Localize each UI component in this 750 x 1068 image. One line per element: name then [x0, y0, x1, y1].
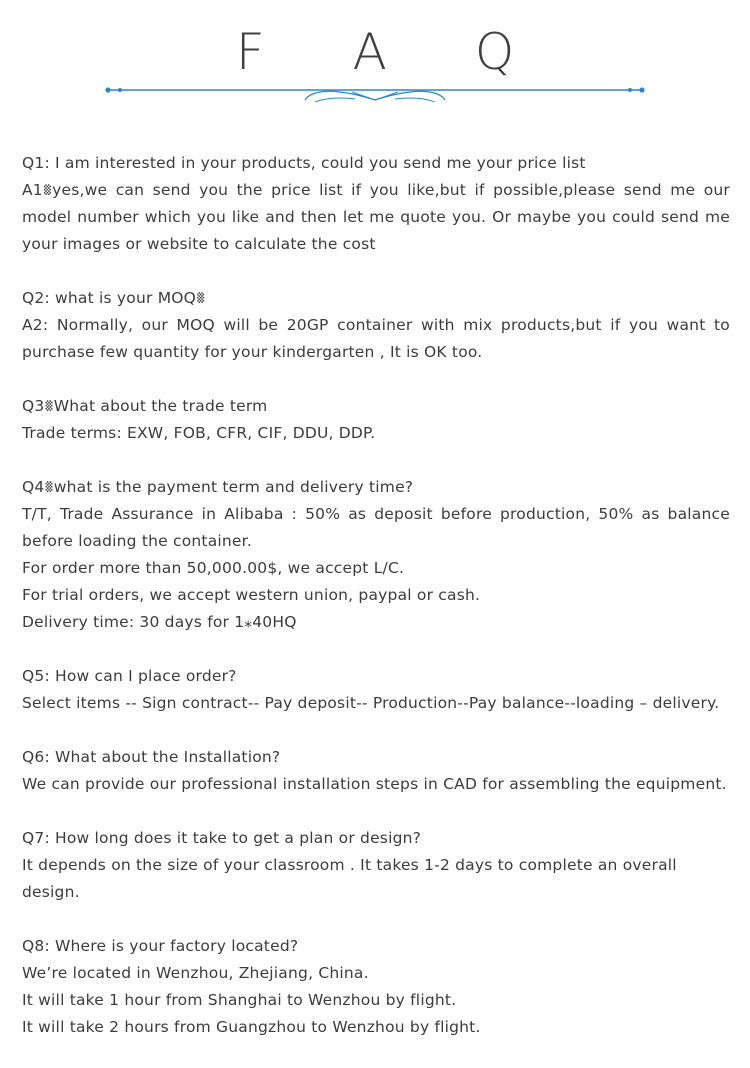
faq-question: Q5: How can I place order?: [22, 667, 237, 685]
faq-answer: Delivery time: 30 days for 1⁎40HQ: [22, 613, 297, 631]
faq-item-7: [22, 825, 730, 906]
faq-list: [22, 150, 730, 1068]
faq-item-1: [22, 150, 730, 258]
faq-answer: Trade terms: EXW, FOB, CFR, CIF, DDU, DDP.: [22, 424, 376, 442]
faq-question: Q8: Where is your factory located?: [22, 937, 299, 955]
faq-answer: It will take 2 hours from Guangzhou to Wenzhou by flight.: [22, 1018, 481, 1036]
faq-answer: A1␨yes,we can send you the price list if you like,but if possible,please send me our model number which you like and then let me quote you. Or maybe you could send me your images or website to calculate the cost: [22, 181, 730, 253]
faq-question: Q7: How long does it take to get a plan or design?: [22, 829, 422, 847]
faq-answer: We can provide our professional installation steps in CAD for assembling the equipment.: [22, 775, 727, 793]
title-letter-a: A: [352, 23, 387, 81]
faq-item-2: [22, 285, 730, 366]
faq-answer: For order more than 50,000.00$, we accept L/C.: [22, 559, 405, 577]
faq-answer: It will take 1 hour from Shanghai to Wenzhou by flight.: [22, 991, 457, 1009]
faq-answer: We’re located in Wenzhou, Zhejiang, China.: [22, 964, 369, 982]
title-letter-f: F: [235, 23, 265, 81]
faq-answer: It depends on the size of your classroom . It takes 1-2 days to complete an overall design.: [22, 856, 677, 901]
faq-item-3: [22, 393, 730, 447]
ornamental-divider: [100, 80, 650, 106]
faq-item-6: [22, 744, 730, 798]
faq-answer: Select items -- Sign contract-- Pay deposit-- Production--Pay balance--loading – delivery.: [22, 694, 720, 712]
faq-question: Q2: what is your MOQ␨: [22, 289, 206, 307]
faq-answer: T/T, Trade Assurance in Alibaba : 50% as deposit before production, 50% as balance before loading the container.: [22, 505, 730, 550]
faq-question: Q4␨what is the payment term and delivery time?: [22, 478, 414, 496]
title-letter-q: Q: [474, 23, 515, 81]
faq-answer: For trial orders, we accept western union, paypal or cash.: [22, 586, 481, 604]
faq-question: Q1: I am interested in your products, could you send me your price list: [22, 154, 586, 172]
faq-answer: A2: Normally, our MOQ will be 20GP container with mix products,but if you want to purchase few quantity for your kindergarten , It is OK too.: [22, 316, 730, 361]
faq-item-4: [22, 474, 730, 636]
faq-question: Q3␨What about the trade term: [22, 397, 268, 415]
faq-item-5: [22, 663, 730, 717]
faq-question: Q6: What about the Installation?: [22, 748, 281, 766]
faq-item-8: [22, 933, 730, 1041]
faq-title: [0, 22, 750, 82]
